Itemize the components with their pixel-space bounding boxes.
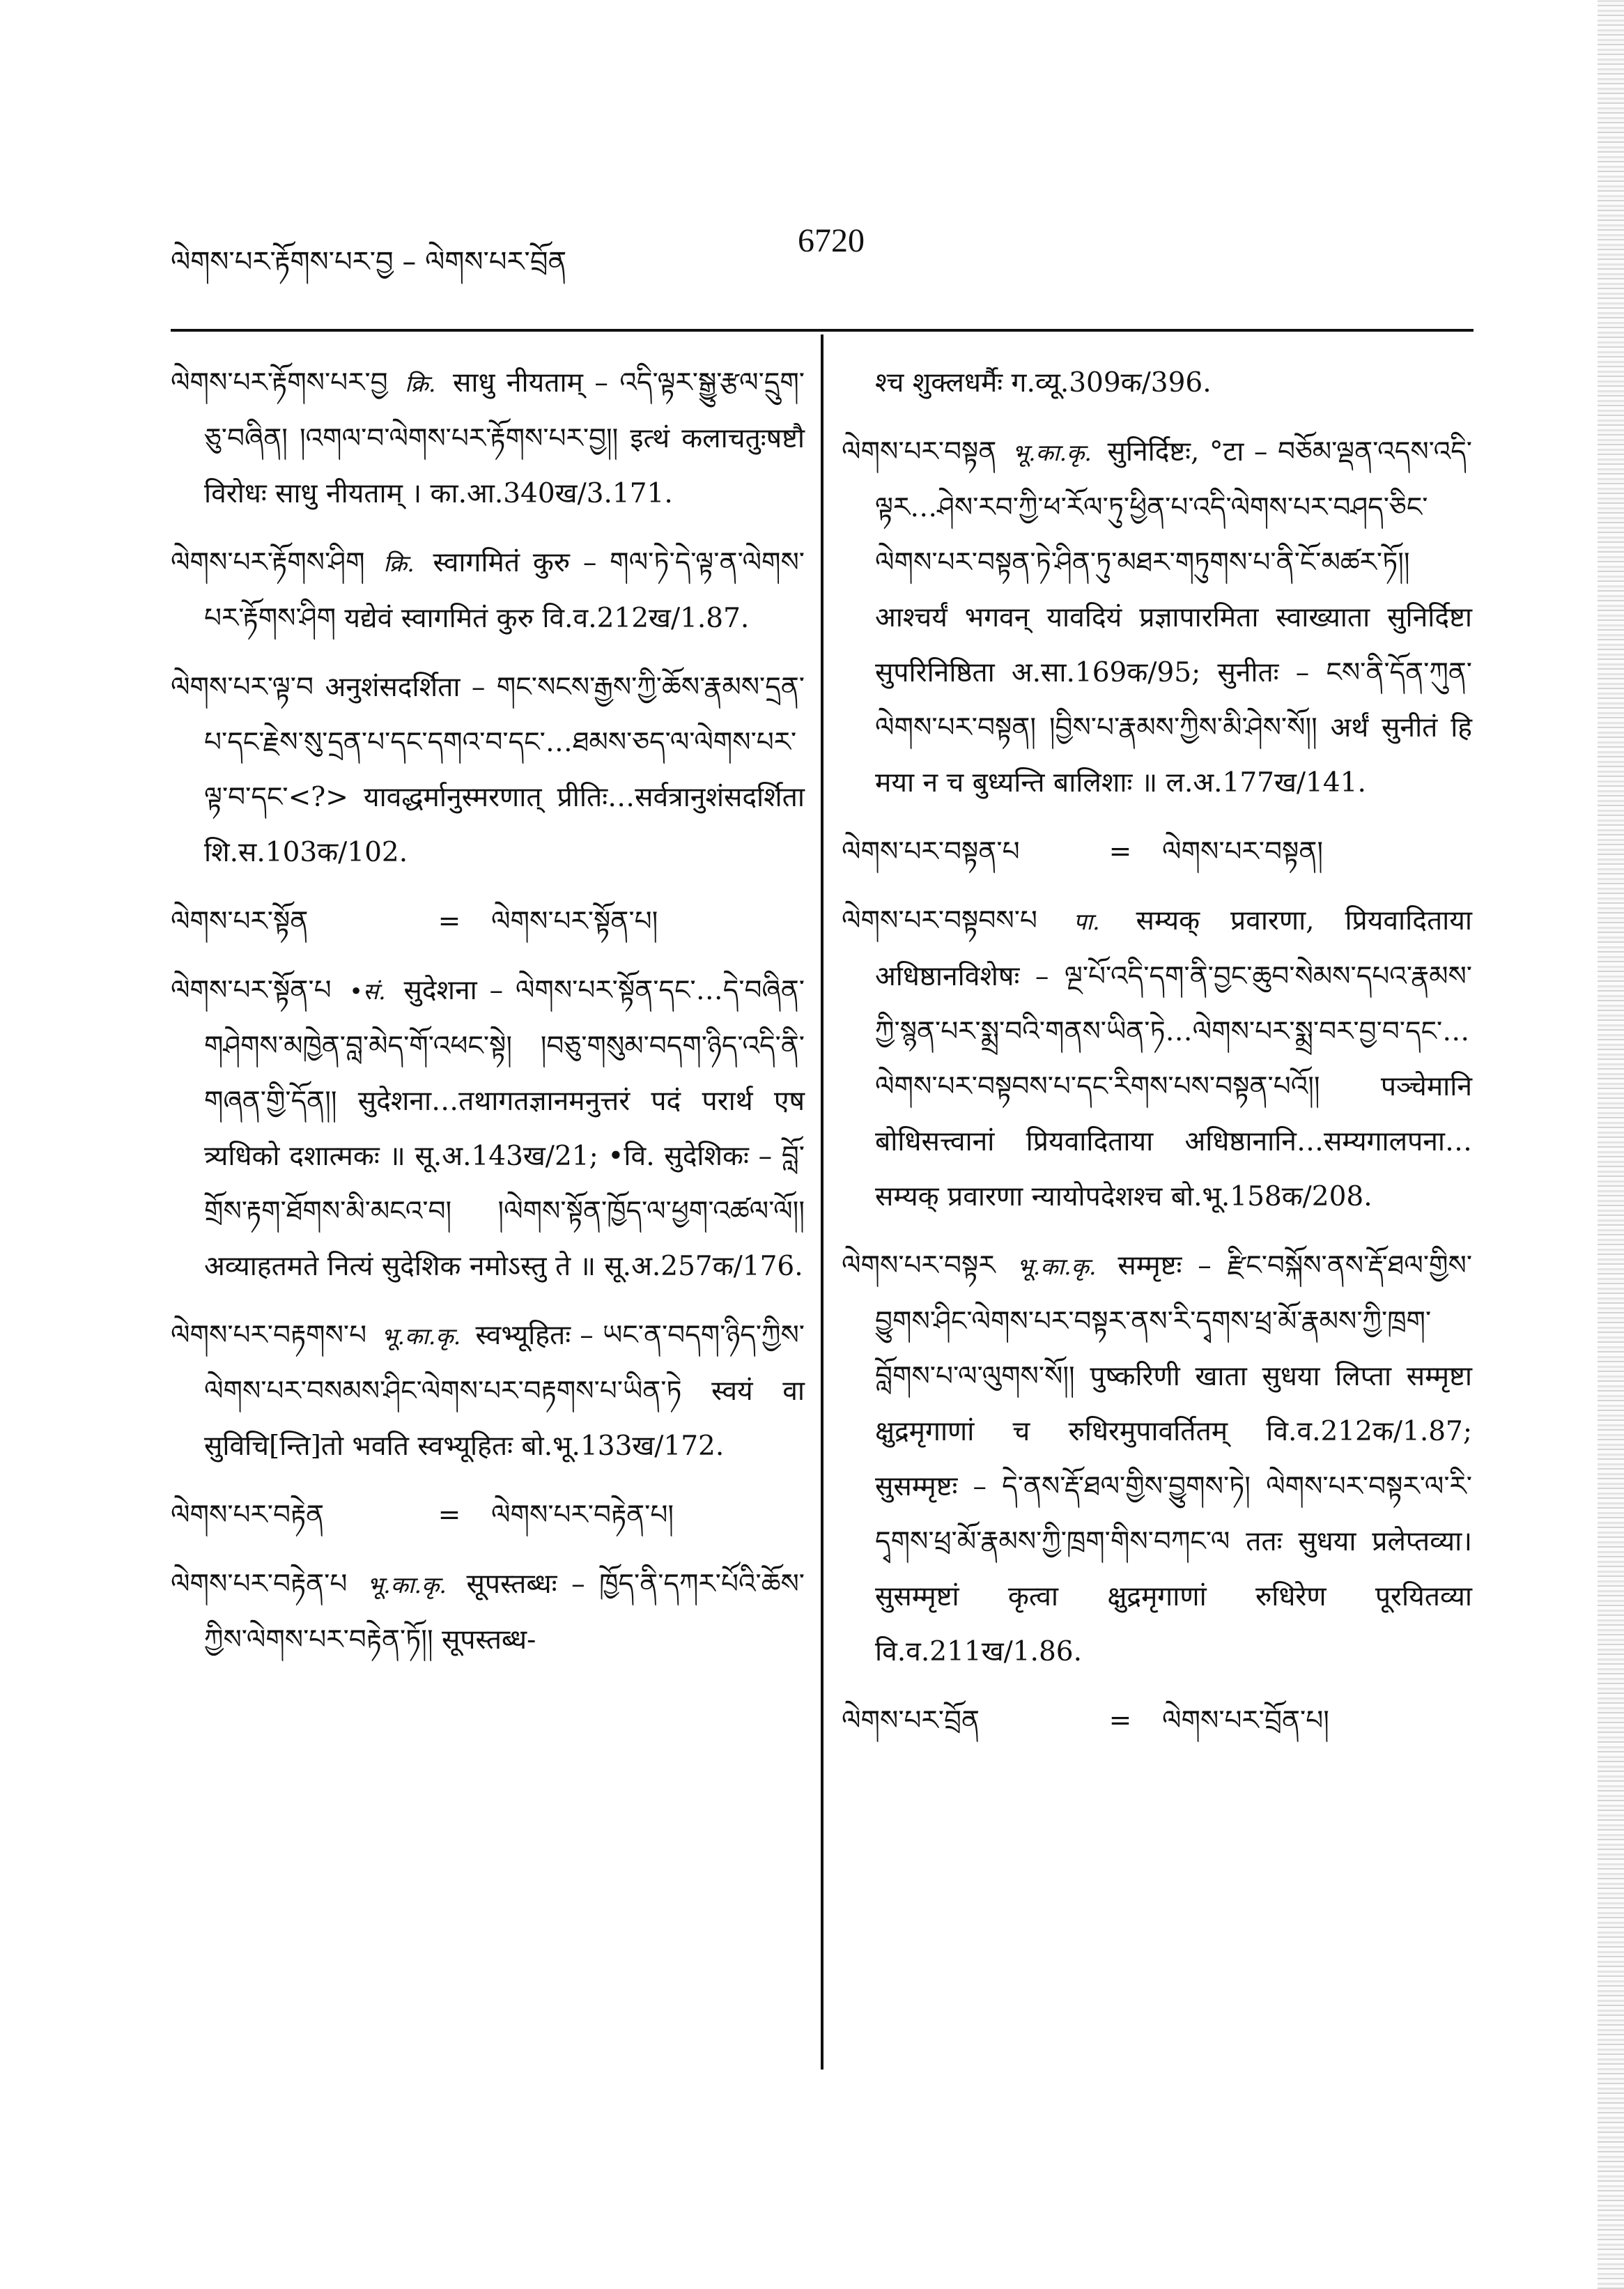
header-rule bbox=[171, 329, 1474, 332]
grammar-label: •सं. bbox=[349, 978, 386, 1005]
entry-body: सम्मृष्टः – རྫིང་བསྐོས་ནས་རྡོ་ཐལ་གྱིས་བྱུགས་ཤིང་ལེགས་པར་བསྟར་ནས་རི་དྭགས་ཕྲ་མོ་རྣམས་ཀྱི་ཁྲག་བློགས་པ་ལ་ལུགས་སོ།། पुष्करिणी खाता सुधया लिप्ता सम्मृष्टा क्षुद्रमृगाणां च रुधिरमुपावर्तितम् वि.व.212क/1.87; सुसम्मृष्टः – དེ་ནས་རྡོ་ཐལ་གྱིས་བྱུགས་ཏེ། ལེགས་པར་བསྟར་ལ་རི་དྭགས་ཕྲ་མོ་རྣམས་ཀྱི་ཁྲག་གིས་བཀང་ལ ततः सुधया प्रलेप्तव्या। सुसम्मृष्टां कृत्वा क्षुद्रमृगाणां रुधिरेण पूरयितव्या वि.व.211ख/1.86. bbox=[875, 1250, 1473, 1667]
cross-reference-entry bbox=[171, 894, 805, 949]
entry-headword: ལེགས་པར་བསྟན་པ bbox=[842, 836, 1020, 868]
entry-headword: ལེགས་པར་བསྟན bbox=[842, 436, 997, 468]
entry-headword: ལེགས་པར་བྲོན bbox=[842, 1705, 980, 1736]
dictionary-entry bbox=[171, 1308, 805, 1474]
grammar-label: भू.का.कृ. bbox=[366, 1571, 447, 1598]
entry-body: सम्यक् प्रवारणा, प्रियवादिताया अधिष्ठानविशेषः – ལྔ་པོ་འདི་དག་ནི་བྱང་ཆུབ་སེམས་དཔའ་རྣམས་ཀྱི་སྙན་པར་སྨྲ་བའི་གནས་ཡིན་ཏེ…ལེགས་པར་སྨྲ་བར་བྱ་བ་དང་…ལེགས་པར་བསྟབས་པ་དང་རིགས་པས་བསྟན་པའོ།། पञ्चेमानि बोधिसत्त्वानां प्रियवादिताया अधिष्ठानानि…सम्यगालपना…सम्यक् प्रवारणा न्यायोपदेशश्च बो.भू.158क/208. bbox=[875, 905, 1473, 1212]
xref-target: ལེགས་པར་བསྟན། bbox=[1162, 836, 1324, 868]
dictionary-entry bbox=[842, 893, 1472, 1224]
entry-body: अनुशंसदर्शिता – གང་སངས་རྒྱས་ཀྱི་ཆོས་རྣམས་དྲན་པ་དང་རྗེས་སུ་དྲན་པ་དང་དགའ་བ་དང་…ཐམས་ཅད་ལ་ལེགས་པར་ལྟ་བ་དང་<?> यावद्धर्मानुस्मरणात् प्रीतिः…सर्वत्रानुशंसदर्शिता शि.स.103क/102. bbox=[204, 672, 805, 868]
entry-body: सुनिर्दिष्टः, °टा – བཅོམ་ལྡན་འདས་འདི་ལྟར…ཤེས་རབ་ཀྱི་ཕ་རོལ་ཏུ་ཕྱིན་པ་འདི་ལེགས་པར་བཤད་ཅིང་ལེགས་པར་བསྟན་ཏེ་ཤིན་ཏུ་མཐར་གཏུགས་པ་ནི་ངོ་མཚར་ཏོ།། आश्चर्यं भगवन् यावदियं प्रज्ञापारमिता स्वाख्याता सुनिर्दिष्टा सुपरिनिष्ठिता अ.सा.169क/95; सुनीतः – ངས་ནི་དོན་ཀུན་ལེགས་པར་བསྟན། །བྱིས་པ་རྣམས་ཀྱིས་མི་ཤེས་སོ།། अर्थं सुनीतं हि मया न च बुध्यन्ति बालिशाः ॥ ल.अ.177ख/141. bbox=[875, 436, 1473, 799]
entry-body: श्च शुक्लधर्मैः ग.व्यू.309क/396. bbox=[875, 367, 1212, 399]
grammar-label: भू.का.कृ. bbox=[1012, 439, 1092, 466]
entry-body: स्वागमितं कुरु – གལ་ཏེ་དེ་ལྟ་ན་ལེགས་པར་རྟོགས་ཤིག यद्येवं स्वागमितं कुरु वि.व.212ख/1.87. bbox=[204, 547, 805, 634]
grammar-label: क्रि. bbox=[405, 370, 436, 397]
entry-headword: ལེགས་པར་བརྟགས་པ bbox=[171, 1320, 367, 1351]
xref-target: ལེགས་པར་བརྟེན་པ། bbox=[491, 1500, 674, 1531]
entry-body: स्वभ्यूहितः – ཡང་ན་བདག་ཉིད་ཀྱིས་ལེགས་པར་བསམས་ཤིང་ལེགས་པར་བརྟགས་པ་ཡིན་ཏེ स्वयं वा सुविचि[न्ति]तो भवति स्वभ्यूहितः बो.भू.133ख/172. bbox=[204, 1320, 805, 1462]
entry-headword: ལེགས་པར་བརྟེན་པ bbox=[171, 1569, 348, 1600]
grammar-label: भू.का.कृ. bbox=[1016, 1253, 1097, 1280]
column-divider bbox=[821, 334, 823, 2070]
page-number: 6720 bbox=[798, 222, 865, 259]
entry-headword: ལེགས་པར་སྟོན་པ bbox=[171, 975, 332, 1006]
entry-body: सूपस्तब्धः – ཁྱོད་ནི་དཀར་པོའི་ཆོས་ཀྱིས་ལེགས་པར་བརྟེན་ཏོ།། सूपस्तब्ध- bbox=[204, 1569, 805, 1656]
dictionary-entry bbox=[171, 1557, 805, 1667]
left-column bbox=[171, 355, 805, 1681]
dictionary-entry bbox=[171, 963, 805, 1294]
equals-sign: = bbox=[1108, 836, 1132, 868]
entry-body: सुदेशना – ལེགས་པར་སྟོན་དང་…དེ་བཞིན་གཤེགས་མཁྱེན་བླ་མེད་གོ་འཕང་སྟེ། །བཅུ་གསུམ་བདག་ཉིད་འདི་ནི་གཞན་གྱི་དོན།། सुदेशना…तथागतज्ञानमनुत्तरं पदं परार्थ एष त्र्यधिको दशात्मकः ॥ सू.अ.143ख/21; •वि. सुदेशिकः – བློ་གྲོས་རྟག་ཐོགས་མི་མངའ་བ། །ལེགས་སྟོན་ཁྱོད་ལ་ཕྱག་འཚལ་ལོ།། अव्याहतमते नित्यं सुदेशिक नमोऽस्तु ते ॥ सू.अ.257क/176. bbox=[204, 975, 805, 1282]
entry-headword: ལེགས་པར་རྟོགས་པར་བྱ bbox=[171, 367, 388, 399]
equals-sign: = bbox=[1108, 1705, 1132, 1736]
equals-sign: = bbox=[438, 906, 461, 937]
entry-body: साधु नीयताम् – འདི་ལྟར་སྒྱུ་རྩལ་དྲུག་ཅུ་བཞིན། །འགལ་བ་ལེགས་པར་རྟོགས་པར་བྱ།། इत्थं कलाचतुःषष्टौ विरोधः साधु नीयताम् । का.आ.340ख/3.171. bbox=[204, 367, 805, 509]
entry-headword: ལེགས་པར་བརྟེན bbox=[171, 1500, 325, 1531]
entry-headword: ལེགས་པར་བསྟབས་པ bbox=[842, 905, 1037, 937]
dictionary-entry bbox=[842, 1238, 1472, 1679]
dictionary-entry bbox=[171, 355, 805, 521]
xref-target: ལེགས་པར་སྟོན་པ། bbox=[491, 906, 658, 937]
grammar-label: भू.का.कृ. bbox=[381, 1323, 461, 1350]
dictionary-entry bbox=[171, 660, 805, 880]
entry-headword: ལེགས་པར་ལྟ་བ bbox=[171, 672, 314, 703]
right-column bbox=[842, 355, 1472, 1762]
cross-reference-entry bbox=[171, 1488, 805, 1543]
entry-continuation bbox=[842, 355, 1472, 410]
dictionary-entry bbox=[842, 424, 1472, 810]
header-guide-words: ལེགས་པར་རྟོགས་པར་བྱ – ལེགས་པར་བྲོན bbox=[171, 246, 567, 278]
dictionary-entry bbox=[171, 535, 805, 646]
entry-headword: ལེགས་པར་སྟོན bbox=[171, 906, 309, 937]
cross-reference-entry bbox=[842, 824, 1472, 879]
scan-edge bbox=[1598, 0, 1624, 2289]
grammar-label: क्रि. bbox=[383, 550, 415, 577]
equals-sign: = bbox=[438, 1500, 461, 1531]
entry-headword: ལེགས་པར་རྟོགས་ཤིག bbox=[171, 547, 365, 578]
grammar-label: पा. bbox=[1073, 908, 1100, 935]
entry-headword: ལེགས་པར་བསྟར bbox=[842, 1250, 996, 1281]
page-header bbox=[171, 222, 1474, 284]
xref-target: ལེགས་པར་བྲོན་པ། bbox=[1162, 1705, 1329, 1736]
cross-reference-entry bbox=[842, 1693, 1472, 1748]
